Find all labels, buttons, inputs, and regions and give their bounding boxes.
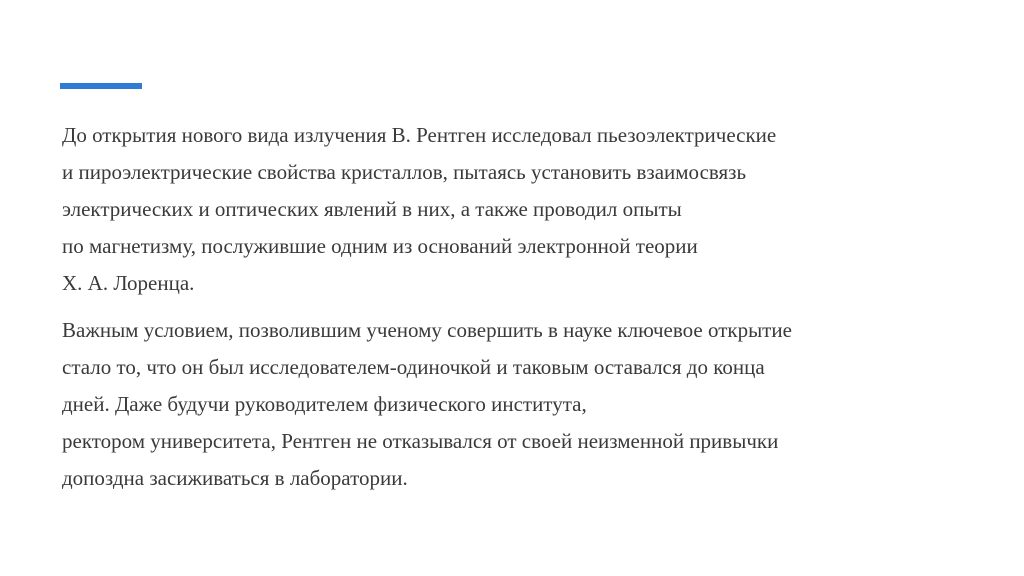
text-line: Х. А. Лоренца. (62, 271, 195, 295)
accent-bar (60, 83, 142, 89)
text-line: Важным условием, позволившим ученому совершить в науке ключевое открытие (62, 318, 792, 342)
text-line: и пироэлектрические свойства кристаллов, пытаясь установить взаимосвязь (62, 160, 747, 184)
text-line: электрических и оптических явлений в них, а также проводил опыты (62, 197, 682, 221)
text-line: До открытия нового вида излучения В. Рентген исследовал пьезоэлектрические (62, 123, 777, 147)
text-line: допоздна засиживаться в лаборатории. (62, 466, 408, 490)
text-line: ректором университета, Рентген не отказывался от своей неизменной привычки (62, 429, 779, 453)
text-line: дней. Даже будучи руководителем физического института, (62, 392, 587, 416)
text-line: стало то, что он был исследователем-одиночкой и таковым оставался до конца (62, 355, 765, 379)
text-block (62, 117, 982, 507)
paragraph-1 (62, 117, 982, 302)
text-line: по магнетизму, послужившие одним из оснований электронной теории (62, 234, 698, 258)
paragraph-2 (62, 312, 982, 497)
